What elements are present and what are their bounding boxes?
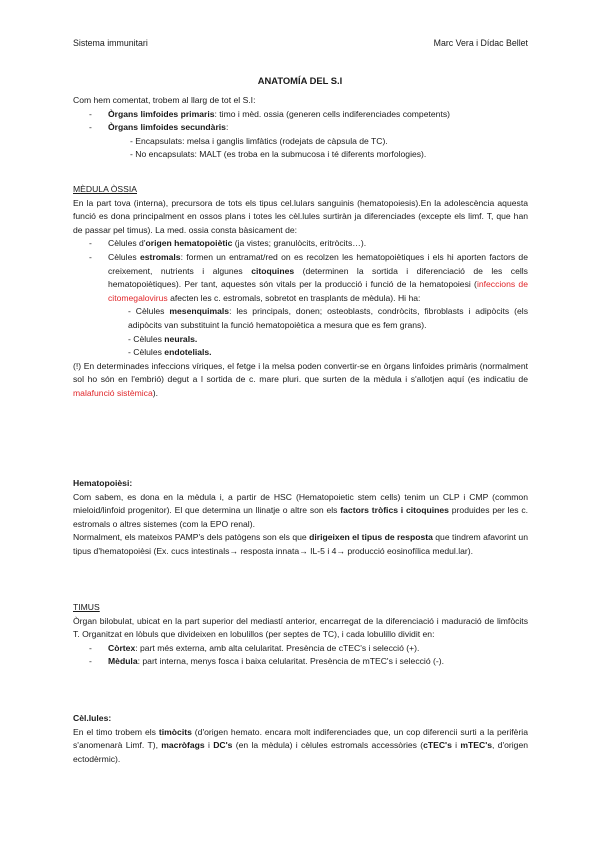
section-heading: TIMUS (73, 602, 100, 612)
list-item: - Còrtex: part més externa, amb alta celularitat. Presència de cTEC's i selecció (+). (89, 642, 420, 653)
hematopoiesi-section (73, 477, 528, 559)
list-item: - Cèlules d'origen hematopoiètic (ja vistes; granulòcits, eritròcits…). (89, 238, 367, 249)
header-subject: Sistema immunitari (73, 38, 148, 48)
timus-section (73, 601, 528, 669)
list-item: - Cèlules estromals: formen un entramat/red on es recolzen les hematopoiètiques i els hi aporten factors de creixement, nutrients i algunes citoquines (determinen la sortida i diferenciació de les cells hematopoiètiques). Per tant, aquestes són vitals per la producció i funció de la hematopoiesi (infeccions de citomegalovirus afecten les c. estromals, sobretot en trasplants de mèdula). Hi ha: (89, 251, 528, 303)
paragraph: En el timo trobem els timòcits (d'origen hemato. encara molt indiferenciades que, un cop diferencii surti a la perifèria s'anomenarà Limf. T), macròfags i DC's (en la mèdula) i cèlules estromals accessòries (cTEC's i mTEC's, d'origen ectodèrmic). (73, 726, 529, 764)
list-item: - Òrgans limfoides primaris: timo i mèd. ossia (generen cells indiferenciades competents) (89, 108, 450, 119)
section-heading: Hematopoièsi: (73, 478, 133, 488)
list-item: - Mèdula: part interna, menys fosca i baixa celularitat. Presència de mTEC's i selecció (-). (89, 656, 444, 667)
paragraph: Com sabem, es dona en la mèdula i, a partir de HSC (Hematopoietic stem cells) tenim un CLP i CMP (common mieloid/linfoid progenitor). El que determina un llinatje o altre son els factors tròfics i citoquines produides per les c. estromals o altres sistemes (com la EPO renal). (73, 491, 529, 529)
page-title: ANATOMÍA DEL S.I (257, 75, 343, 86)
sub-item: - Cèlules mesenquimals: les principals, donen; osteoblasts, condròcits, fibroblasts i adipòcits (els adipòcits van substituint la funció hematopoiètica a mesura que es fem grans). (128, 306, 529, 330)
sub-item: - Encapsulats: melsa i ganglis limfàtics (rodejats de càpsula de TC). (130, 135, 388, 146)
note-paragraph: (!) En determinades infeccions víriques, el fetge i la melsa poden convertir-se en òrgans linfoides primàris (normalment sol ho són en l'embrió) degut a l sortida de c. mare pluri. que surten de la mèdula i s'allotjen aquí (es indicatiu de malafunció sistèmica). (73, 360, 528, 398)
intro-section (73, 94, 528, 162)
section-heading: Cèl.lules: (73, 713, 112, 723)
list-item: - Òrgans limfoides secundàris: (89, 122, 229, 133)
paragraph: En la part tova (interna), precursora de tots els tipus cel.lulars sanguinis (hematopoiesis).En la adolescència aquesta funció es dona principalment en ossos plans i totes les cèl.lules surtiràn ja diferenciades (excepte els limf. T, que han de passar pel timus). La med. ossia consta bàsicament de: (73, 197, 528, 235)
paragraph: Normalment, els mateixos PAMP's dels patògens son els que dirigeixen el tipus de resposta que tindrem afavorint un tipus d'hematopoièsi (Ex. cucs intestinals→ resposta innata→ IL-5 i 4→ producció eosinofílica medul.lar). (73, 532, 528, 556)
sub-item: - No encapsulats: MALT (es troba en la submucosa i té diferents morfologies). (130, 149, 427, 160)
paragraph: Òrgan bilobulat, ubicat en la part superior del mediastí anterior, encarregat de la diferenciació i maduració de limfòcits T. Organitzat en lòbuls que divideixen en lobulillos (per septes de TC), i cada lobulillo dividit en: (73, 615, 528, 640)
section-heading: MÈDULA ÒSSIA (73, 184, 137, 194)
medula-section (73, 183, 528, 401)
intro-text: Com hem comentat, trobem al llarg de tot el S.I: (73, 95, 256, 105)
header-authors: Marc Vera i Dídac Bellet (433, 38, 528, 48)
sub-item: - Cèlules neurals. (128, 333, 198, 344)
cells-section (73, 712, 528, 766)
sub-item: - Cèlules endotelials. (128, 347, 212, 358)
